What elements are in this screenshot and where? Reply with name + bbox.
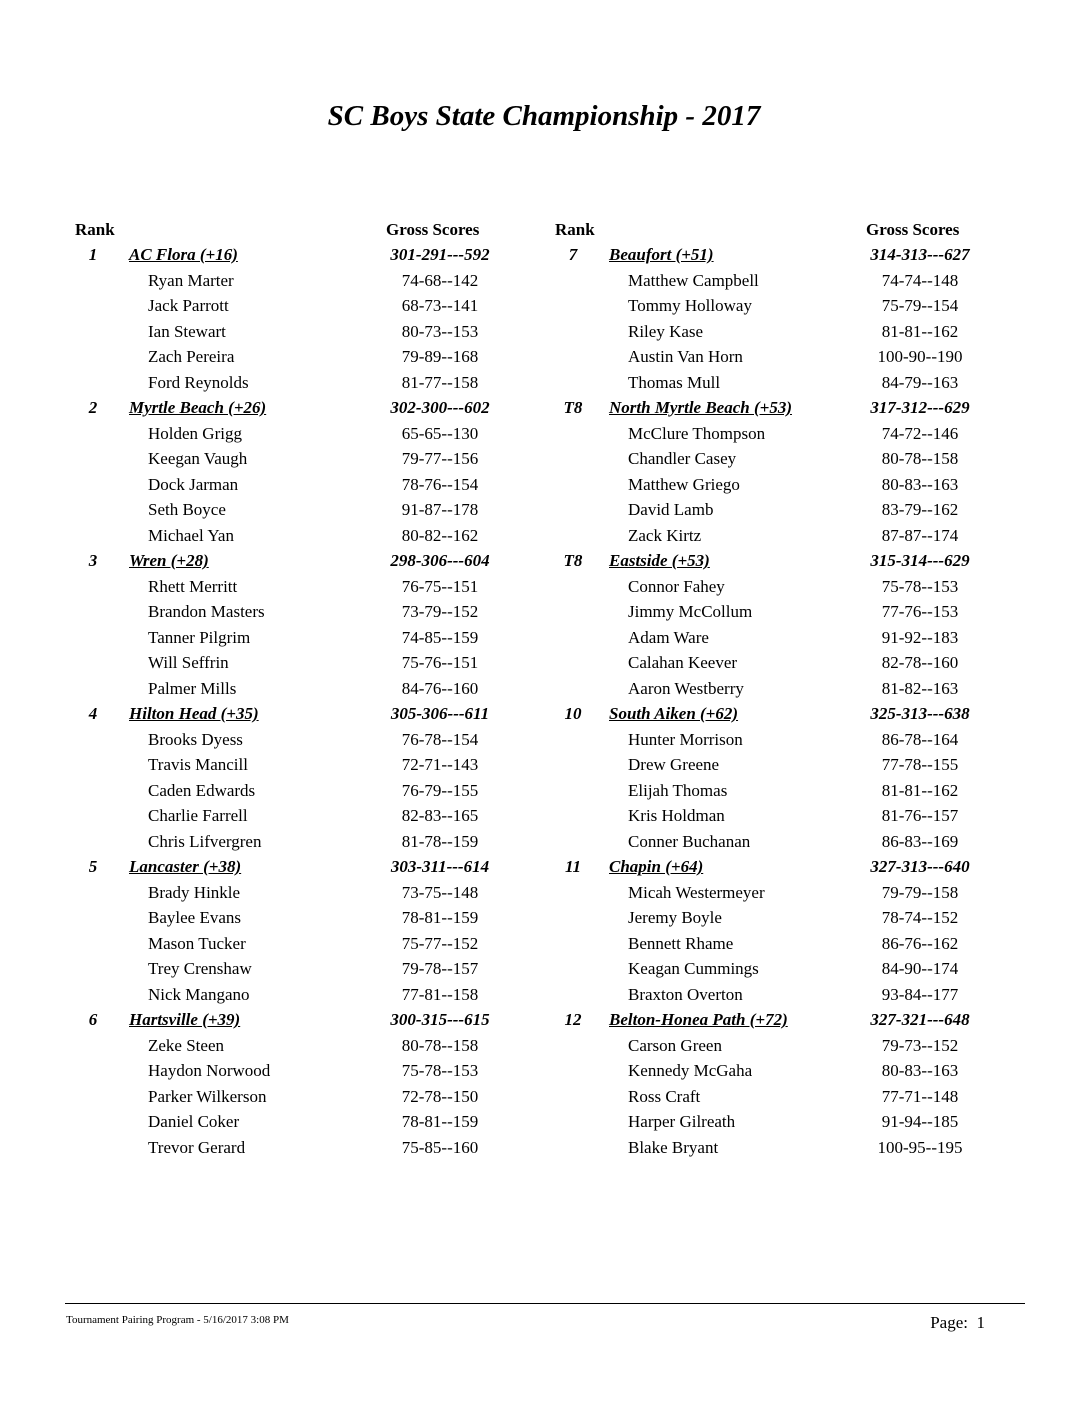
player-row xyxy=(540,956,1010,982)
player-score: 81-78--159 xyxy=(401,831,479,851)
player-score: 100-95--195 xyxy=(877,1137,963,1157)
player-name: Carson Green xyxy=(628,1035,722,1055)
player-row xyxy=(540,472,1010,498)
player-name: Chandler Casey xyxy=(628,449,737,468)
player-row xyxy=(540,574,1010,600)
player-name: Travis Mancill xyxy=(148,755,248,774)
player-row xyxy=(540,982,1010,1008)
player-name: Bennett Rhame xyxy=(628,933,734,953)
player-name: Zach Pereira xyxy=(148,347,235,366)
player-row xyxy=(540,803,1010,829)
player-score: 75-78--153 xyxy=(881,576,959,596)
player-score: 77-76--153 xyxy=(881,602,959,621)
player-row xyxy=(60,650,530,676)
player-row xyxy=(540,497,1010,523)
player-name: Chris Lifvergren xyxy=(148,831,262,851)
player-name: Harper Gilreath xyxy=(628,1112,736,1131)
standings-column-left xyxy=(60,218,530,1160)
player-score: 75-85--160 xyxy=(401,1137,479,1157)
player-score: 86-76--162 xyxy=(881,933,959,953)
player-row xyxy=(540,1033,1010,1059)
player-row xyxy=(60,446,530,472)
team-rank: 1 xyxy=(88,245,98,264)
player-name: Baylee Evans xyxy=(148,908,241,927)
rank-header: Rank xyxy=(75,220,115,239)
player-row xyxy=(540,1109,1010,1135)
player-row xyxy=(540,1135,1010,1161)
player-name: Palmer Mills xyxy=(148,678,237,698)
player-score: 79-79--158 xyxy=(881,882,959,902)
player-score: 77-71--148 xyxy=(881,1086,959,1106)
column-header xyxy=(60,218,530,242)
player-row xyxy=(60,829,530,855)
player-name: Ross Craft xyxy=(628,1086,701,1106)
player-name: Drew Greene xyxy=(628,755,720,774)
player-score: 75-77--152 xyxy=(401,933,479,953)
player-name: Calahan Keever xyxy=(628,653,738,672)
team-total-score: 303-311---614 xyxy=(390,857,490,876)
page-number: 1 xyxy=(976,1313,985,1332)
player-row xyxy=(60,1084,530,1110)
player-name: Will Seffrin xyxy=(148,653,229,672)
player-row xyxy=(60,1109,530,1135)
player-name: Trevor Gerard xyxy=(148,1137,246,1157)
player-name: Dock Jarman xyxy=(148,474,239,494)
player-score: 78-81--159 xyxy=(401,1112,479,1131)
player-name: Haydon Norwood xyxy=(148,1061,271,1080)
player-score: 76-75--151 xyxy=(401,576,479,596)
team-total-score: 314-313---627 xyxy=(870,245,970,264)
player-score: 75-79--154 xyxy=(881,296,959,315)
player-score: 75-78--153 xyxy=(401,1061,479,1080)
player-row xyxy=(540,421,1010,447)
player-score: 79-77--156 xyxy=(401,449,479,468)
player-score: 74-72--146 xyxy=(881,423,959,443)
player-name: Blake Bryant xyxy=(628,1137,719,1157)
player-score: 74-74--148 xyxy=(881,270,959,290)
player-name: Charlie Farrell xyxy=(148,806,248,825)
player-name: David Lamb xyxy=(628,500,714,519)
player-row xyxy=(60,931,530,957)
page-indicator xyxy=(930,1313,985,1333)
player-score: 91-94--185 xyxy=(881,1112,959,1131)
player-row xyxy=(60,370,530,396)
player-name: Zeke Steen xyxy=(148,1035,224,1055)
player-row xyxy=(60,574,530,600)
team-name: AC Flora (+16) xyxy=(129,245,238,264)
player-score: 81-82--163 xyxy=(881,678,959,698)
player-score: 81-77--158 xyxy=(401,372,479,392)
player-score: 78-76--154 xyxy=(401,474,479,494)
player-score: 86-83--169 xyxy=(881,831,959,851)
team-row xyxy=(60,242,530,268)
player-name: Brady Hinkle xyxy=(148,882,241,902)
player-score: 77-78--155 xyxy=(881,755,959,774)
team-total-score: 305-306---611 xyxy=(390,704,490,723)
team-row xyxy=(540,395,1010,421)
team-rank: 10 xyxy=(564,704,582,723)
player-row xyxy=(540,727,1010,753)
player-name: Parker Wilkerson xyxy=(148,1086,267,1106)
player-row xyxy=(540,625,1010,651)
player-row xyxy=(540,523,1010,549)
team-name: Hilton Head (+35) xyxy=(129,704,259,723)
player-row xyxy=(60,421,530,447)
team-row xyxy=(60,395,530,421)
team-rank: T8 xyxy=(563,398,583,417)
player-score: 91-87--178 xyxy=(401,500,479,519)
player-score: 100-90--190 xyxy=(877,347,963,366)
team-list xyxy=(60,242,530,1160)
player-name: Keagan Cummings xyxy=(628,959,759,978)
team-name: Beaufort (+51) xyxy=(609,245,714,264)
player-row xyxy=(60,268,530,294)
team-total-score: 325-313---638 xyxy=(870,704,970,723)
player-name: Austin Van Horn xyxy=(628,347,743,366)
player-score: 81-81--162 xyxy=(881,321,959,341)
player-score: 76-78--154 xyxy=(401,729,479,749)
player-name: Daniel Coker xyxy=(148,1112,240,1131)
player-name: Jeremy Boyle xyxy=(628,908,722,927)
player-name: Nick Mangano xyxy=(148,984,250,1004)
player-name: Keegan Vaugh xyxy=(148,449,248,468)
team-rank: 12 xyxy=(564,1010,582,1029)
player-score: 79-89--168 xyxy=(401,347,479,366)
player-row xyxy=(540,1058,1010,1084)
team-row xyxy=(540,854,1010,880)
team-name: South Aiken (+62) xyxy=(609,704,739,723)
player-score: 80-73--153 xyxy=(401,321,479,341)
player-score: 79-73--152 xyxy=(881,1035,959,1055)
team-total-score: 302-300---602 xyxy=(390,398,490,417)
player-row xyxy=(540,880,1010,906)
page-title: SC Boys State Championship - 2017 xyxy=(327,100,761,132)
player-row xyxy=(60,803,530,829)
player-row xyxy=(60,319,530,345)
player-name: Braxton Overton xyxy=(628,984,743,1004)
team-total-score: 300-315---615 xyxy=(390,1010,490,1029)
player-name: Ford Reynolds xyxy=(148,372,249,392)
player-name: Micah Westermeyer xyxy=(628,882,765,902)
player-row xyxy=(60,905,530,931)
player-score: 78-81--159 xyxy=(401,908,479,927)
team-row xyxy=(540,701,1010,727)
team-name: Chapin (+64) xyxy=(609,857,704,876)
player-score: 84-79--163 xyxy=(881,372,959,392)
player-name: Rhett Merritt xyxy=(148,576,238,596)
player-name: Ian Stewart xyxy=(148,321,226,341)
player-name: Mason Tucker xyxy=(148,933,246,953)
player-score: 83-79--162 xyxy=(881,500,959,519)
team-name: Myrtle Beach (+26) xyxy=(129,398,267,417)
player-row xyxy=(60,523,530,549)
player-name: Brooks Dyess xyxy=(148,729,243,749)
player-name: Elijah Thomas xyxy=(628,780,728,800)
player-name: Hunter Morrison xyxy=(628,729,743,749)
team-total-score: 317-312---629 xyxy=(870,398,970,417)
footer-divider xyxy=(65,1303,1025,1304)
player-score: 86-78--164 xyxy=(881,729,959,749)
player-name: Thomas Mull xyxy=(628,372,721,392)
player-row xyxy=(60,752,530,778)
footer-program-info: Tournament Pairing Program - 5/16/2017 3:08 PM xyxy=(66,1314,289,1326)
team-name: Eastside (+53) xyxy=(609,551,710,570)
team-list xyxy=(540,242,1010,1160)
player-row xyxy=(60,625,530,651)
team-name: Hartsville (+39) xyxy=(129,1010,241,1029)
player-name: Jimmy McCollum xyxy=(628,602,753,621)
player-score: 68-73--141 xyxy=(401,296,479,315)
player-row xyxy=(540,599,1010,625)
player-row xyxy=(60,293,530,319)
player-score: 80-78--158 xyxy=(401,1035,479,1055)
player-score: 82-83--165 xyxy=(401,806,479,825)
player-name: Tanner Pilgrim xyxy=(148,627,251,647)
player-name: Connor Fahey xyxy=(628,576,725,596)
player-row xyxy=(60,982,530,1008)
player-row xyxy=(60,727,530,753)
player-score: 65-65--130 xyxy=(401,423,479,443)
player-score: 77-81--158 xyxy=(401,984,479,1004)
team-rank: 7 xyxy=(568,245,578,264)
rank-header: Rank xyxy=(555,220,595,239)
team-rank: T8 xyxy=(563,551,583,570)
player-row xyxy=(60,676,530,702)
player-score: 84-76--160 xyxy=(401,678,479,698)
team-rank: 4 xyxy=(88,704,98,723)
player-score: 82-78--160 xyxy=(881,653,959,672)
team-rank: 2 xyxy=(88,398,98,417)
player-score: 80-83--163 xyxy=(881,1061,959,1080)
team-total-score: 315-314---629 xyxy=(870,551,970,570)
player-name: Matthew Griego xyxy=(628,474,740,494)
player-score: 87-87--174 xyxy=(881,525,959,545)
player-score: 73-75--148 xyxy=(401,882,479,902)
player-score: 80-83--163 xyxy=(881,474,959,494)
player-score: 81-81--162 xyxy=(881,780,959,800)
player-name: Trey Crenshaw xyxy=(148,959,252,978)
team-row xyxy=(540,1007,1010,1033)
player-score: 84-90--174 xyxy=(881,959,959,978)
player-score: 72-78--150 xyxy=(401,1086,479,1106)
player-name: Riley Kase xyxy=(628,321,704,341)
player-row xyxy=(60,778,530,804)
team-total-score: 327-313---640 xyxy=(870,857,970,876)
team-row xyxy=(60,1007,530,1033)
player-name: Zack Kirtz xyxy=(628,525,702,545)
player-name: Matthew Campbell xyxy=(628,270,759,290)
player-name: Tommy Holloway xyxy=(628,296,752,315)
player-row xyxy=(60,880,530,906)
page-label: Page: xyxy=(930,1313,968,1332)
player-row xyxy=(540,752,1010,778)
player-score: 80-78--158 xyxy=(881,449,959,468)
player-row xyxy=(540,370,1010,396)
player-row xyxy=(540,676,1010,702)
team-name: Lancaster (+38) xyxy=(129,857,242,876)
team-name: Wren (+28) xyxy=(129,551,209,570)
player-name: Seth Boyce xyxy=(148,500,226,519)
gross-scores-header: Gross Scores xyxy=(386,220,480,239)
player-name: Ryan Marter xyxy=(148,270,234,290)
player-name: Brandon Masters xyxy=(148,602,265,621)
player-score: 76-79--155 xyxy=(401,780,479,800)
player-row xyxy=(540,931,1010,957)
player-row xyxy=(540,446,1010,472)
player-row xyxy=(60,497,530,523)
team-total-score: 327-321---648 xyxy=(870,1010,970,1029)
team-rank: 11 xyxy=(564,857,582,876)
player-name: McClure Thompson xyxy=(628,423,766,443)
player-row xyxy=(540,1084,1010,1110)
column-header xyxy=(540,218,1010,242)
player-name: Kris Holdman xyxy=(628,806,725,825)
player-score: 91-92--183 xyxy=(881,627,959,647)
player-row xyxy=(60,956,530,982)
player-row xyxy=(540,829,1010,855)
team-row xyxy=(60,548,530,574)
standings-column-right xyxy=(540,218,1010,1160)
player-row xyxy=(60,344,530,370)
player-row xyxy=(540,293,1010,319)
team-rank: 3 xyxy=(88,551,98,570)
player-score: 79-78--157 xyxy=(401,959,479,978)
player-score: 72-71--143 xyxy=(401,755,479,774)
player-score: 81-76--157 xyxy=(881,806,959,825)
player-name: Holden Grigg xyxy=(148,423,242,443)
team-row xyxy=(60,701,530,727)
player-name: Kennedy McGaha xyxy=(628,1061,753,1080)
gross-scores-header: Gross Scores xyxy=(866,220,960,239)
team-total-score: 298-306---604 xyxy=(390,551,490,570)
player-row xyxy=(60,1033,530,1059)
player-score: 73-79--152 xyxy=(401,602,479,621)
player-score: 78-74--152 xyxy=(881,908,959,927)
player-row xyxy=(540,268,1010,294)
team-name: Belton-Honea Path (+72) xyxy=(609,1010,788,1029)
player-row xyxy=(60,599,530,625)
player-name: Jack Parrott xyxy=(148,296,229,315)
player-score: 80-82--162 xyxy=(401,525,479,545)
player-row xyxy=(60,472,530,498)
player-row xyxy=(540,905,1010,931)
player-name: Michael Yan xyxy=(148,525,234,545)
player-row xyxy=(60,1135,530,1161)
player-name: Adam Ware xyxy=(628,627,709,647)
team-total-score: 301-291---592 xyxy=(390,245,490,264)
team-rank: 5 xyxy=(88,857,98,876)
team-row xyxy=(540,242,1010,268)
player-score: 74-68--142 xyxy=(401,270,479,290)
player-row xyxy=(60,1058,530,1084)
player-name: Aaron Westberry xyxy=(628,678,744,698)
player-name: Conner Buchanan xyxy=(628,831,751,851)
player-row xyxy=(540,319,1010,345)
team-name: North Myrtle Beach (+53) xyxy=(609,398,792,417)
player-row xyxy=(540,344,1010,370)
player-name: Caden Edwards xyxy=(148,780,256,800)
team-rank: 6 xyxy=(88,1010,98,1029)
team-row xyxy=(60,854,530,880)
player-score: 74-85--159 xyxy=(401,627,479,647)
player-score: 93-84--177 xyxy=(881,984,959,1004)
player-score: 75-76--151 xyxy=(401,653,479,672)
player-row xyxy=(540,778,1010,804)
team-row xyxy=(540,548,1010,574)
player-row xyxy=(540,650,1010,676)
